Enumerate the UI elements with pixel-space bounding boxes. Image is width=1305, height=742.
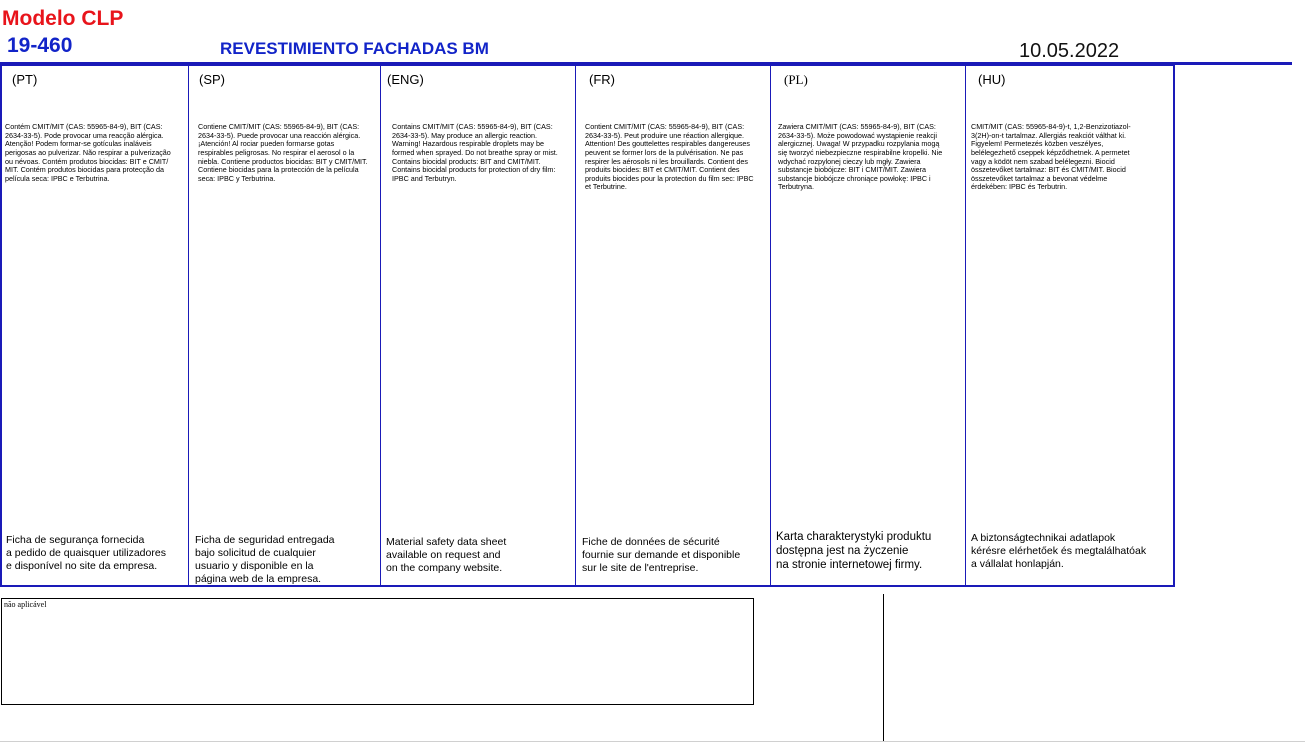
sds-availability-text: Ficha de seguridad entregada bajo solicitud de cualquier usuario y disponible en la página web de la empresa.	[195, 534, 335, 585]
note-text: não aplicável	[4, 600, 47, 609]
sds-availability-text: A biztonságtechnikai adatlapok kérésre elérhetőek és megtalálhatóak a vállalat honlapján.	[971, 532, 1147, 570]
column-eng	[380, 66, 575, 585]
language-code: (ENG)	[387, 72, 424, 87]
hazard-text: Contient CMIT/MIT (CAS: 55965-84-9), BIT (CAS: 2634-33-5). Peut produire une réaction allergique. Attention! Des gouttelettes respirables dangereuses peuvent se former lors de la pulvérisation. Ne pas respirer les aérosols ni les brouillards. Contient des produits biocides: BIT et CMIT/MIT. Contient des produits biocides pour la protection du film sec: IPBC et Terbutrine.	[585, 122, 754, 192]
language-code: (PT)	[12, 72, 38, 87]
hazard-text: Contiene CMIT/MIT (CAS: 55965-84-9), BIT (CAS: 2634-33-5). Puede provocar una reacción alérgica. ¡Atención! Al rociar pueden formarse gotas respirables peligrosas. No respirar el aerosol o la niebla. Contiene productos biocidas: BIT y CMIT/MIT. Contiene biocidas para la protección de la película seca: IPBC y Terbutrina.	[198, 122, 368, 183]
language-code: (FR)	[589, 72, 615, 87]
hazard-text: CMIT/MIT (CAS: 55965-84-9)-t, 1,2-Benzizotiazol- 3(2H)-on-t tartalmaz. Allergiás reakciót válthat ki. Figyelem! Permetezés közben veszélyes, belélegezhető cseppek képződhetnek. A permetet vagy a ködöt nem szabad belélegezni. Biocid összetevőket tartalmaz: BIT és CMIT/MIT. Biocid összetevőket tartalmaz a bevonat védelme érdekében: IPBC és Terbutrin.	[971, 122, 1131, 192]
language-code: (PL)	[784, 72, 808, 87]
sds-availability-text: Karta charakterystyki produktu dostępna jest na życzenie na stronie internetowej firmy.	[776, 531, 932, 572]
model-code: 19-460	[7, 34, 73, 57]
language-code: (SP)	[199, 72, 225, 87]
column-sp	[188, 66, 380, 585]
model-title: Modelo CLP	[2, 7, 124, 30]
language-code: (HU)	[978, 72, 1006, 87]
note-box	[1, 598, 754, 705]
document-title: REVESTIMIENTO FACHADAS BM	[220, 39, 489, 58]
vertical-divider	[883, 594, 884, 742]
document-date: 10.05.2022	[1019, 40, 1120, 62]
column-hu	[965, 66, 1175, 585]
sds-availability-text: Material safety data sheet available on request and on the company website.	[386, 536, 507, 574]
hazard-text: Zawiera CMIT/MIT (CAS: 55965-84-9), BIT (CAS: 2634-33-5). Może powodować wystąpienie reakcji alergicznej. Uwaga! W przypadku rozpylania mogą się tworzyć niebezpieczne respirabilne kropelki. Nie wdychać rozpylonej cieczy lub mgły. Zawiera substancje biobójcze: BIT i CMIT/MIT. Zawiera substancje biobójcze chroniące powłokę: IPBC i Terbutryna.	[778, 122, 943, 192]
hazard-text: Contém CMIT/MIT (CAS: 55965-84-9), BIT (CAS: 2634-33-5). Pode provocar uma reacção alérgica. Atenção! Podem formar-se gotículas inaláveis perigosas ao pulverizar. Não respirar a pulverização ou névoas. Contém produtos biocidas: BIT e CMIT/ MIT. Contém produtos biocidas para protecção da película seca: IPBC e Terbutrina.	[5, 122, 171, 183]
sds-availability-text: Fiche de données de sécurité fournie sur demande et disponible sur le site de l'entreprise.	[582, 536, 741, 574]
column-pl	[770, 66, 965, 585]
column-fr	[575, 66, 770, 585]
language-table	[0, 64, 1175, 587]
column-pt	[2, 66, 188, 585]
hazard-text: Contains CMIT/MIT (CAS: 55965-84-9), BIT (CAS: 2634-33-5). May produce an allergic reaction. Warning! Hazardous respirable droplets may be formed when sprayed. Do not breathe spray or mist. Contains biocidal products: BIT and CMIT/MIT. Contains biocidal products for protection of dry film: IPBC and Terbutryn.	[392, 122, 558, 183]
sds-availability-text: Ficha de segurança fornecida a pedido de quaisquer utilizadores e disponível no site da empresa.	[6, 534, 166, 572]
